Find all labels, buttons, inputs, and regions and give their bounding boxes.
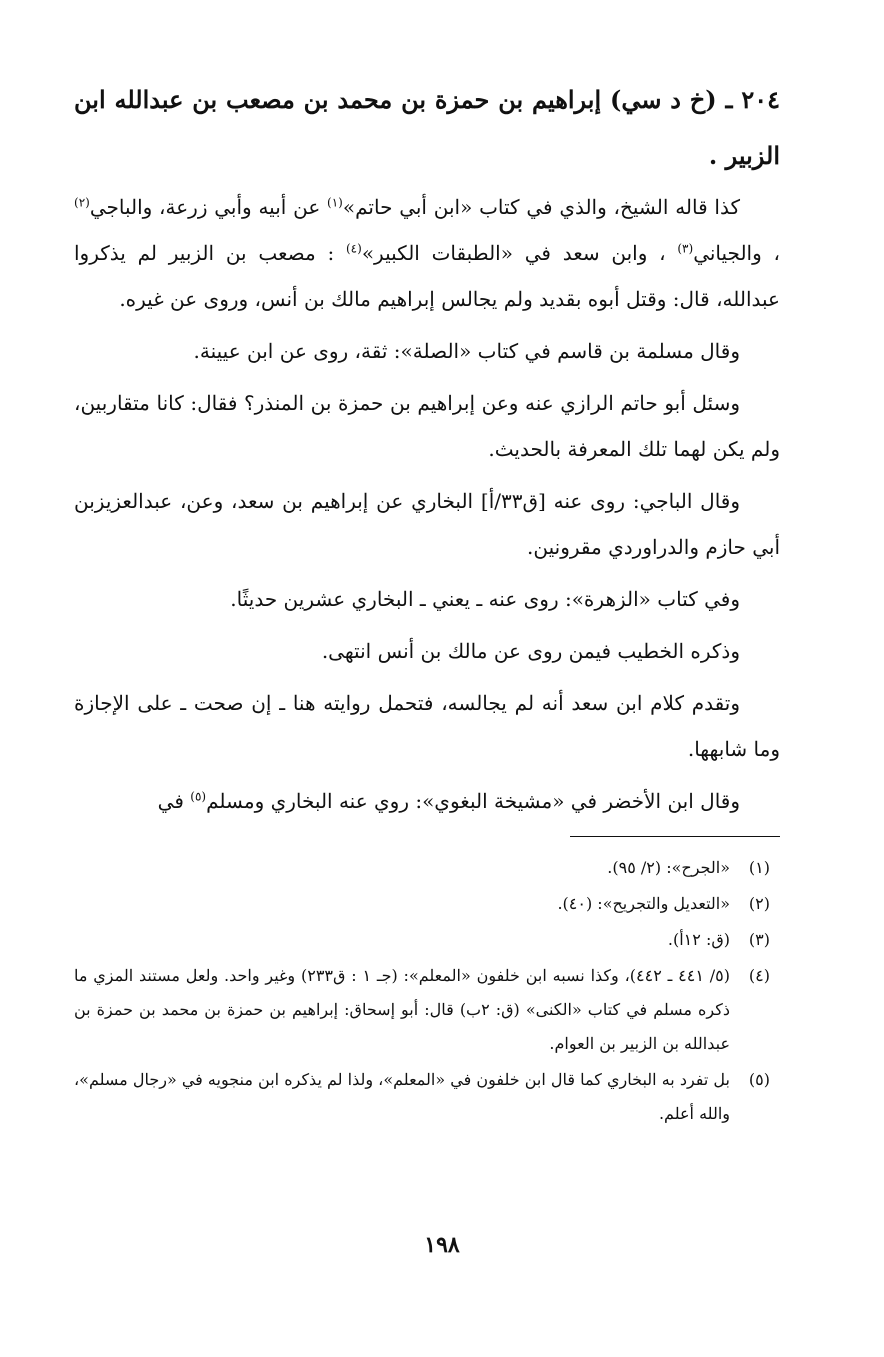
body-paragraph bbox=[74, 380, 780, 472]
body-paragraph bbox=[74, 576, 780, 622]
paragraph-text: وذكره الخطيب فيمن روى عن مالك بن أنس انتهى. bbox=[321, 639, 740, 663]
body-paragraph bbox=[74, 628, 780, 674]
footnote-text: «الجرح»: (٢/ ٩٥). bbox=[607, 858, 730, 877]
footnote-text: (٥/ ٤٤١ ـ ٤٤٢)، وكذا نسبه ابن خلفون «المعلم»: (جـ ١ : ق٢٣٣) وغير واحد. ولعل مستند المزي ما ذكره مسلم في كتاب «الكنى» (ق: ٢ب) قال: أبو إسحاق: إبراهيم بن حمزة بن محمد بن حمزة بن عبدالله بن الزبير بن العوام. bbox=[74, 966, 731, 1053]
footnote-text: (ق: ١٢أ). bbox=[667, 930, 730, 949]
body-paragraph bbox=[74, 478, 780, 570]
body-text bbox=[74, 184, 780, 824]
footnote bbox=[74, 923, 780, 957]
paragraph-text: : مصعب بن الزبير لم يذكروا عبدالله، قال: وقتل أبوه بقديد ولم يجالس إبراهيم مالك بن أنس، وروى عن غيره. bbox=[74, 241, 780, 311]
paragraph-text: ، وابن سعد في «الطبقات الكبير» bbox=[361, 241, 678, 265]
paragraph-text: عن أبيه وأبي زرعة، والباجي bbox=[89, 195, 328, 219]
footnote bbox=[74, 887, 780, 921]
entry-number: ٢٠٤ bbox=[741, 85, 780, 114]
footnote-reference: (٤) bbox=[345, 241, 362, 256]
paragraph-text: وقال ابن الأخضر في «مشيخة البغوي»: روي عنه البخاري ومسلم bbox=[206, 789, 740, 813]
paragraph-text: وقال مسلمة بن قاسم في كتاب «الصلة»: ثقة، روى عن ابن عيينة. bbox=[193, 339, 740, 363]
footnote-number: (٤) bbox=[748, 966, 770, 985]
paragraph-text: كذا قاله الشيخ، والذي في كتاب «ابن أبي حاتم» bbox=[342, 195, 740, 219]
body-paragraph bbox=[74, 328, 780, 374]
footnote-separator bbox=[570, 836, 780, 837]
footnote-reference: (٥) bbox=[190, 789, 207, 804]
footnote-text: بل تفرد به البخاري كما قال ابن خلفون في «المعلم»، ولذا لم يذكره ابن منجويه في «رجال مسلم»، والله أعلم. bbox=[74, 1070, 730, 1123]
body-paragraph bbox=[74, 680, 780, 772]
page-number: ١٩٨ bbox=[424, 1232, 460, 1258]
footnote bbox=[74, 959, 780, 1061]
footnote-number: (٥) bbox=[748, 1070, 770, 1089]
footnote-reference: (١) bbox=[327, 195, 343, 210]
footnotes bbox=[74, 851, 780, 1131]
footnote-number: (٣) bbox=[748, 930, 770, 949]
entry-title-text: ـ (خ د سي) إبراهيم بن حمزة بن محمد بن مصعب بن عبدالله ابن الزبير . bbox=[74, 85, 780, 170]
paragraph-text: وقال الباجي: روى عنه [ق٣٣/أ] البخاري عن إبراهيم بن سعد، وعن، عبدالعزيزبن أبي حازم والدراوردي مقرونين. bbox=[74, 489, 780, 559]
footnote-text: «التعديل والتجريح»: (٤٠). bbox=[557, 894, 730, 913]
body-paragraph bbox=[74, 184, 780, 322]
paragraph-text: ، والجياني bbox=[693, 241, 780, 265]
entry-heading bbox=[74, 72, 780, 184]
paragraph-text: في bbox=[157, 789, 191, 813]
footnote bbox=[74, 851, 780, 885]
body-paragraph bbox=[74, 778, 780, 824]
paragraph-text: وتقدم كلام ابن سعد أنه لم يجالسه، فتحمل روايته هنا ـ إن صحت ـ على الإجازة وما شابهها. bbox=[74, 691, 780, 761]
footnote-reference: (٢) bbox=[74, 195, 90, 210]
footnote-reference: (٣) bbox=[677, 241, 694, 256]
footnote bbox=[74, 1063, 780, 1131]
footnote-number: (١) bbox=[748, 858, 770, 877]
footnote-number: (٢) bbox=[748, 894, 770, 913]
paragraph-text: وفي كتاب «الزهرة»: روى عنه ـ يعني ـ البخاري عشرين حديثًا. bbox=[230, 587, 740, 611]
paragraph-text: وسئل أبو حاتم الرازي عنه وعن إبراهيم بن حمزة بن المنذر؟ فقال: كانا متقاربين، ولم يكن لهما تلك المعرفة بالحديث. bbox=[74, 391, 780, 461]
